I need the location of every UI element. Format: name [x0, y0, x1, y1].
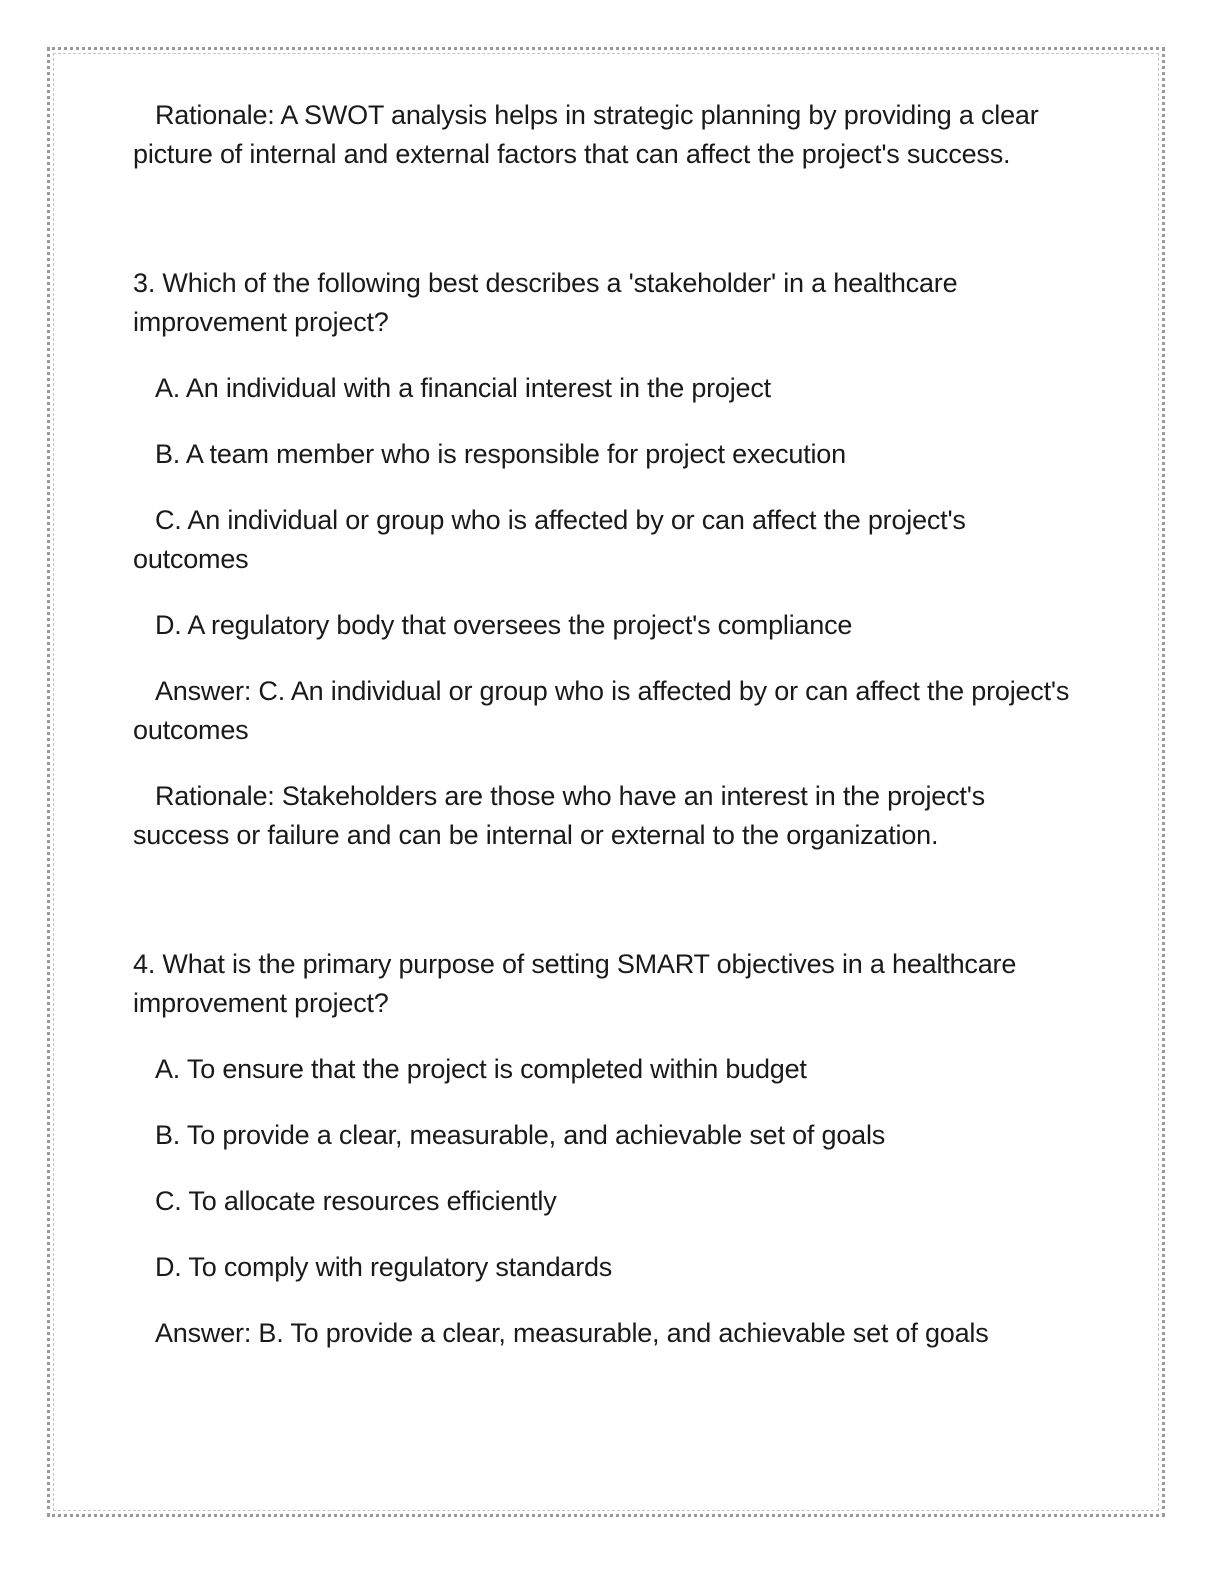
q3-option-d: D. A regulatory body that oversees the project's compliance: [155, 610, 853, 640]
q4-option-c: C. To allocate resources efficiently: [155, 1186, 557, 1216]
q3-option-c: C. An individual or group who is affected by or can affect the project's outcomes: [133, 505, 966, 574]
q4-option-d: D. To comply with regulatory standards: [155, 1252, 613, 1282]
q3-answer: Answer: C. An individual or group who is affected by or can affect the project's outcomes: [133, 676, 1070, 745]
q3-option-a: A. An individual with a financial interest in the project: [155, 373, 771, 403]
q3-option-b: B. A team member who is responsible for project execution: [155, 439, 846, 469]
q4-answer: Answer: B. To provide a clear, measurable, and achievable set of goals: [155, 1318, 989, 1348]
q3-rationale: Rationale: Stakeholders are those who have an interest in the project's success or failure and can be internal or external to the organization.: [133, 781, 985, 850]
q4-option-b: B. To provide a clear, measurable, and achievable set of goals: [155, 1120, 886, 1150]
q3-question: 3. Which of the following best describes a 'stakeholder' in a healthcare improvement project?: [133, 268, 958, 337]
q2-rationale: Rationale: A SWOT analysis helps in strategic planning by providing a clear picture of internal and external factors that can affect the project's success.: [133, 100, 1039, 169]
q4-question: 4. What is the primary purpose of setting SMART objectives in a healthcare improvement project?: [133, 949, 1017, 1018]
document-content: [133, 96, 1083, 1353]
q4-option-a: A. To ensure that the project is completed within budget: [155, 1054, 807, 1084]
